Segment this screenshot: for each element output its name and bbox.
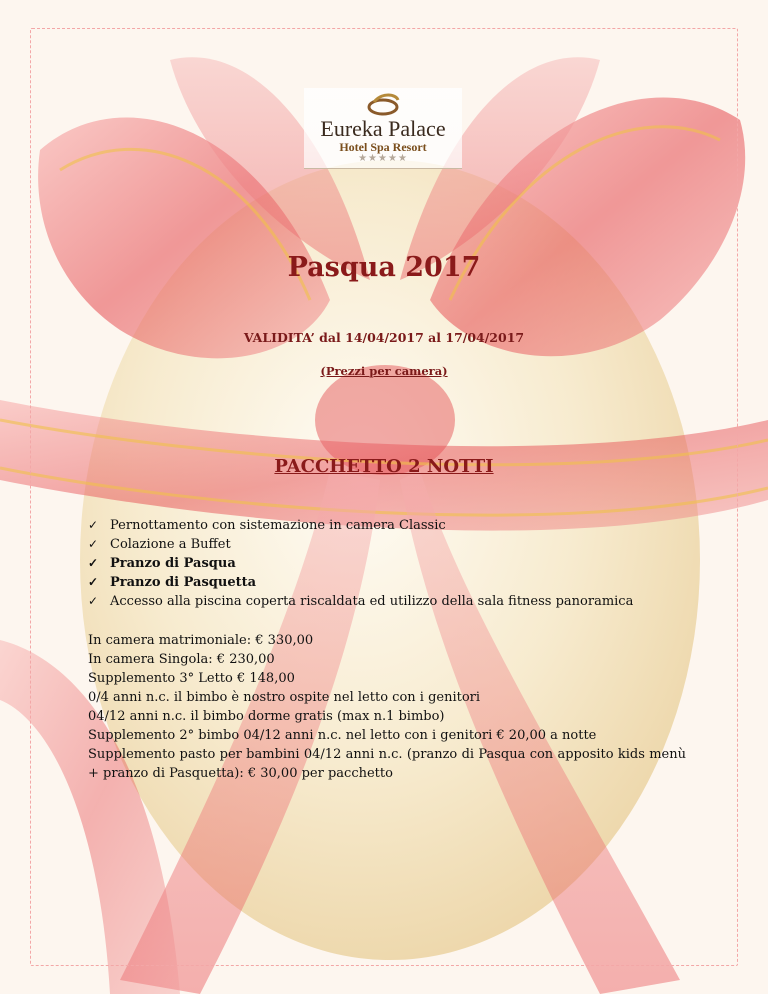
- list-item: [88, 573, 633, 592]
- feature-text: Colazione a Buffet: [110, 537, 231, 552]
- check-icon: ✓: [88, 556, 99, 570]
- feature-text: Pernottamento con sistemazione in camera Classic: [110, 518, 446, 533]
- price-single-room: In camera Singola: € 230,00: [88, 652, 275, 667]
- logo-stars: ★★★★★: [358, 153, 408, 164]
- logo-swirl-icon: [358, 92, 408, 118]
- logo-subtitle: Hotel Spa Resort: [339, 140, 427, 154]
- hotel-logo: [304, 88, 462, 169]
- list-item: [88, 535, 633, 554]
- logo-name: Eureka Palace: [320, 116, 446, 141]
- second-child-supplement: Supplemento 2° bimbo 04/12 anni n.c. nel letto con i genitori € 20,00 a notte: [88, 728, 597, 743]
- prices-note: (Prezzi per camera): [320, 364, 448, 378]
- list-item: [88, 554, 633, 573]
- features-list: [88, 516, 633, 611]
- check-icon: ✓: [88, 594, 99, 608]
- feature-text: Accesso alla piscina coperta riscaldata ed utilizzo della sala fitness panoramica: [110, 594, 634, 609]
- list-item: [88, 592, 633, 611]
- validity-dates: VALIDITA’ dal 14/04/2017 al 17/04/2017: [243, 330, 525, 345]
- child-4-12-policy: 04/12 anni n.c. il bimbo dorme gratis (max n.1 bimbo): [88, 709, 445, 724]
- check-icon: ✓: [88, 575, 99, 589]
- child-0-4-policy: 0/4 anni n.c. il bimbo è nostro ospite nel letto con i genitori: [88, 690, 481, 705]
- feature-text: Pranzo di Pasqua: [110, 556, 236, 571]
- check-icon: ✓: [88, 518, 99, 532]
- check-icon: ✓: [88, 537, 99, 551]
- package-title: PACCHETTO 2 NOTTI: [274, 456, 494, 477]
- page-title: Pasqua 2017: [287, 252, 481, 283]
- third-bed-supplement: Supplemento 3° Letto € 148,00: [88, 671, 295, 686]
- pricing-details: [88, 631, 686, 783]
- list-item: [88, 516, 633, 535]
- price-double-room: In camera matrimoniale: € 330,00: [88, 633, 314, 648]
- feature-text: Pranzo di Pasquetta: [110, 575, 257, 590]
- child-meal-supplement: Supplemento pasto per bambini 04/12 anni n.c. (pranzo di Pasqua con apposito kids menù + pranzo di Pasquetta): € 30,00 per pacchetto: [88, 747, 686, 781]
